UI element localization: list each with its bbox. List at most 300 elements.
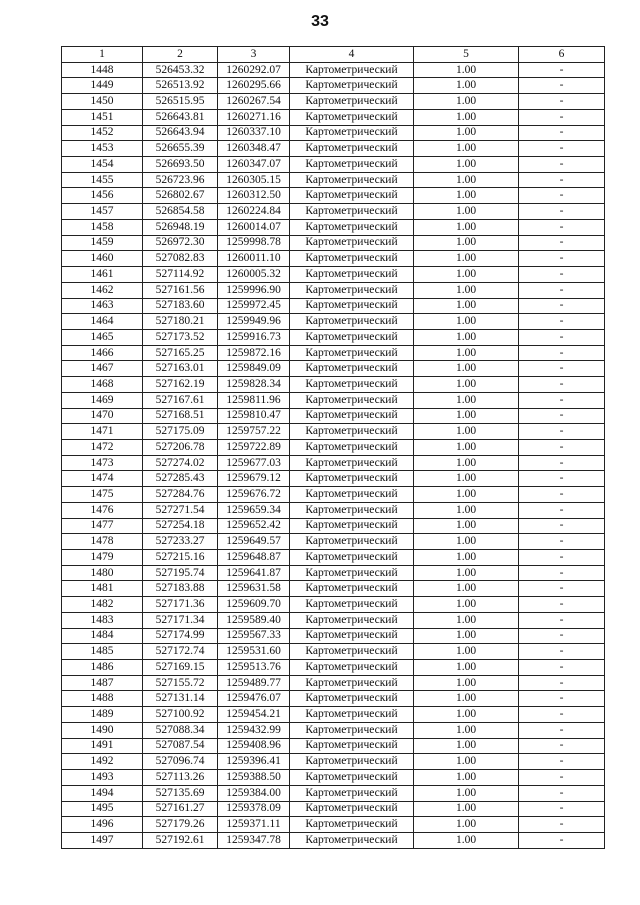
- x-coordinate-cell: 527171.36: [143, 597, 218, 613]
- method-cell: Картометрический: [290, 329, 414, 345]
- x-coordinate-cell: 527165.25: [143, 345, 218, 361]
- method-cell: Картометрический: [290, 361, 414, 377]
- table-row: [62, 377, 605, 393]
- point-number-cell: 1496: [62, 817, 143, 833]
- table-row: [62, 817, 605, 833]
- point-number-cell: 1470: [62, 408, 143, 424]
- method-cell: Картометрический: [290, 832, 414, 848]
- accuracy-cell: 1.00: [414, 770, 519, 786]
- accuracy-cell: 1.00: [414, 109, 519, 125]
- accuracy-cell: 1.00: [414, 298, 519, 314]
- note-cell: -: [519, 644, 605, 660]
- y-coordinate-cell: 1259396.41: [218, 754, 290, 770]
- note-cell: -: [519, 832, 605, 848]
- table-row: [62, 298, 605, 314]
- table-row: [62, 345, 605, 361]
- accuracy-cell: 1.00: [414, 408, 519, 424]
- y-coordinate-cell: 1259998.78: [218, 235, 290, 251]
- note-cell: -: [519, 770, 605, 786]
- y-coordinate-cell: 1259388.50: [218, 770, 290, 786]
- table-row: [62, 660, 605, 676]
- point-number-cell: 1448: [62, 62, 143, 78]
- method-cell: Картометрический: [290, 408, 414, 424]
- point-number-cell: 1495: [62, 801, 143, 817]
- accuracy-cell: 1.00: [414, 439, 519, 455]
- accuracy-cell: 1.00: [414, 675, 519, 691]
- point-number-cell: 1467: [62, 361, 143, 377]
- x-coordinate-cell: 526948.19: [143, 219, 218, 235]
- table-row: [62, 314, 605, 330]
- accuracy-cell: 1.00: [414, 581, 519, 597]
- table-row: [62, 612, 605, 628]
- x-coordinate-cell: 527174.99: [143, 628, 218, 644]
- note-cell: -: [519, 267, 605, 283]
- note-cell: -: [519, 141, 605, 157]
- y-coordinate-cell: 1259849.09: [218, 361, 290, 377]
- y-coordinate-cell: 1259378.09: [218, 801, 290, 817]
- y-coordinate-cell: 1259828.34: [218, 377, 290, 393]
- method-cell: Картометрический: [290, 770, 414, 786]
- note-cell: -: [519, 738, 605, 754]
- y-coordinate-cell: 1259609.70: [218, 597, 290, 613]
- table-row: [62, 565, 605, 581]
- x-coordinate-cell: 527215.16: [143, 550, 218, 566]
- note-cell: -: [519, 817, 605, 833]
- header-row: [62, 47, 605, 63]
- x-coordinate-cell: 526854.58: [143, 204, 218, 220]
- table-row: [62, 534, 605, 550]
- y-coordinate-cell: 1259567.33: [218, 628, 290, 644]
- point-number-cell: 1476: [62, 502, 143, 518]
- method-cell: Картометрический: [290, 550, 414, 566]
- point-number-cell: 1463: [62, 298, 143, 314]
- method-cell: Картометрический: [290, 644, 414, 660]
- x-coordinate-cell: 527100.92: [143, 707, 218, 723]
- accuracy-cell: 1.00: [414, 94, 519, 110]
- y-coordinate-cell: 1260312.50: [218, 188, 290, 204]
- method-cell: Картометрический: [290, 78, 414, 94]
- table-row: [62, 518, 605, 534]
- point-number-cell: 1488: [62, 691, 143, 707]
- note-cell: -: [519, 518, 605, 534]
- table-row: [62, 738, 605, 754]
- table-row: [62, 502, 605, 518]
- x-coordinate-cell: 527180.21: [143, 314, 218, 330]
- note-cell: -: [519, 597, 605, 613]
- y-coordinate-cell: 1259677.03: [218, 455, 290, 471]
- point-number-cell: 1490: [62, 722, 143, 738]
- y-coordinate-cell: 1260295.66: [218, 78, 290, 94]
- x-coordinate-cell: 527169.15: [143, 660, 218, 676]
- x-coordinate-cell: 527082.83: [143, 251, 218, 267]
- point-number-cell: 1457: [62, 204, 143, 220]
- accuracy-cell: 1.00: [414, 204, 519, 220]
- accuracy-cell: 1.00: [414, 282, 519, 298]
- x-coordinate-cell: 527172.74: [143, 644, 218, 660]
- y-coordinate-cell: 1259679.12: [218, 471, 290, 487]
- point-number-cell: 1458: [62, 219, 143, 235]
- y-coordinate-cell: 1259972.45: [218, 298, 290, 314]
- x-coordinate-cell: 527135.69: [143, 785, 218, 801]
- table-body: [62, 62, 605, 848]
- point-number-cell: 1471: [62, 424, 143, 440]
- table-row: [62, 691, 605, 707]
- table-row: [62, 471, 605, 487]
- y-coordinate-cell: 1259722.89: [218, 439, 290, 455]
- note-cell: -: [519, 550, 605, 566]
- note-cell: -: [519, 392, 605, 408]
- accuracy-cell: 1.00: [414, 455, 519, 471]
- y-coordinate-cell: 1259916.73: [218, 329, 290, 345]
- table-row: [62, 172, 605, 188]
- table-row: [62, 361, 605, 377]
- note-cell: -: [519, 487, 605, 503]
- x-coordinate-cell: 527167.61: [143, 392, 218, 408]
- method-cell: Картометрический: [290, 581, 414, 597]
- note-cell: -: [519, 345, 605, 361]
- x-coordinate-cell: 527113.26: [143, 770, 218, 786]
- point-number-cell: 1459: [62, 235, 143, 251]
- note-cell: -: [519, 172, 605, 188]
- y-coordinate-cell: 1260348.47: [218, 141, 290, 157]
- accuracy-cell: 1.00: [414, 235, 519, 251]
- accuracy-cell: 1.00: [414, 550, 519, 566]
- y-coordinate-cell: 1259454.21: [218, 707, 290, 723]
- method-cell: Картометрический: [290, 62, 414, 78]
- table-row: [62, 125, 605, 141]
- x-coordinate-cell: 527131.14: [143, 691, 218, 707]
- method-cell: Картометрический: [290, 188, 414, 204]
- note-cell: -: [519, 471, 605, 487]
- accuracy-cell: 1.00: [414, 785, 519, 801]
- method-cell: Картометрический: [290, 377, 414, 393]
- accuracy-cell: 1.00: [414, 345, 519, 361]
- note-cell: -: [519, 722, 605, 738]
- accuracy-cell: 1.00: [414, 62, 519, 78]
- method-cell: Картометрический: [290, 675, 414, 691]
- column-header-6: 6: [519, 47, 605, 63]
- y-coordinate-cell: 1259652.42: [218, 518, 290, 534]
- point-number-cell: 1462: [62, 282, 143, 298]
- point-number-cell: 1479: [62, 550, 143, 566]
- x-coordinate-cell: 527155.72: [143, 675, 218, 691]
- x-coordinate-cell: 527163.01: [143, 361, 218, 377]
- x-coordinate-cell: 527171.34: [143, 612, 218, 628]
- column-header-2: 2: [143, 47, 218, 63]
- accuracy-cell: 1.00: [414, 172, 519, 188]
- x-coordinate-cell: 527114.92: [143, 267, 218, 283]
- point-number-cell: 1466: [62, 345, 143, 361]
- accuracy-cell: 1.00: [414, 125, 519, 141]
- x-coordinate-cell: 526453.32: [143, 62, 218, 78]
- x-coordinate-cell: 527168.51: [143, 408, 218, 424]
- note-cell: -: [519, 455, 605, 471]
- point-number-cell: 1452: [62, 125, 143, 141]
- accuracy-cell: 1.00: [414, 377, 519, 393]
- table-header: [62, 47, 605, 63]
- point-number-cell: 1456: [62, 188, 143, 204]
- table-row: [62, 62, 605, 78]
- note-cell: -: [519, 157, 605, 173]
- point-number-cell: 1464: [62, 314, 143, 330]
- method-cell: Картометрический: [290, 817, 414, 833]
- y-coordinate-cell: 1259371.11: [218, 817, 290, 833]
- accuracy-cell: 1.00: [414, 487, 519, 503]
- x-coordinate-cell: 527206.78: [143, 439, 218, 455]
- method-cell: Картометрический: [290, 439, 414, 455]
- point-number-cell: 1469: [62, 392, 143, 408]
- point-number-cell: 1494: [62, 785, 143, 801]
- y-coordinate-cell: 1259757.22: [218, 424, 290, 440]
- y-coordinate-cell: 1260014.07: [218, 219, 290, 235]
- x-coordinate-cell: 527195.74: [143, 565, 218, 581]
- y-coordinate-cell: 1260337.10: [218, 125, 290, 141]
- note-cell: -: [519, 424, 605, 440]
- y-coordinate-cell: 1259384.00: [218, 785, 290, 801]
- point-number-cell: 1492: [62, 754, 143, 770]
- accuracy-cell: 1.00: [414, 188, 519, 204]
- table-row: [62, 455, 605, 471]
- y-coordinate-cell: 1260292.07: [218, 62, 290, 78]
- accuracy-cell: 1.00: [414, 157, 519, 173]
- note-cell: -: [519, 502, 605, 518]
- x-coordinate-cell: 526515.95: [143, 94, 218, 110]
- y-coordinate-cell: 1260224.84: [218, 204, 290, 220]
- accuracy-cell: 1.00: [414, 832, 519, 848]
- column-header-5: 5: [414, 47, 519, 63]
- table-row: [62, 392, 605, 408]
- method-cell: Картометрический: [290, 424, 414, 440]
- method-cell: Картометрический: [290, 738, 414, 754]
- x-coordinate-cell: 527161.27: [143, 801, 218, 817]
- table-row: [62, 754, 605, 770]
- y-coordinate-cell: 1259649.57: [218, 534, 290, 550]
- table-row: [62, 408, 605, 424]
- x-coordinate-cell: 527088.34: [143, 722, 218, 738]
- y-coordinate-cell: 1259811.96: [218, 392, 290, 408]
- table-row: [62, 424, 605, 440]
- table-row: [62, 707, 605, 723]
- method-cell: Картометрический: [290, 471, 414, 487]
- x-coordinate-cell: 527175.09: [143, 424, 218, 440]
- table-row: [62, 675, 605, 691]
- point-number-cell: 1497: [62, 832, 143, 848]
- accuracy-cell: 1.00: [414, 597, 519, 613]
- accuracy-cell: 1.00: [414, 754, 519, 770]
- column-header-3: 3: [218, 47, 290, 63]
- method-cell: Картометрический: [290, 660, 414, 676]
- x-coordinate-cell: 527161.56: [143, 282, 218, 298]
- accuracy-cell: 1.00: [414, 471, 519, 487]
- method-cell: Картометрический: [290, 172, 414, 188]
- accuracy-cell: 1.00: [414, 141, 519, 157]
- accuracy-cell: 1.00: [414, 612, 519, 628]
- table-row: [62, 141, 605, 157]
- x-coordinate-cell: 526693.50: [143, 157, 218, 173]
- x-coordinate-cell: 527285.43: [143, 471, 218, 487]
- point-number-cell: 1485: [62, 644, 143, 660]
- accuracy-cell: 1.00: [414, 628, 519, 644]
- x-coordinate-cell: 526972.30: [143, 235, 218, 251]
- method-cell: Картометрический: [290, 345, 414, 361]
- note-cell: -: [519, 439, 605, 455]
- method-cell: Картометрический: [290, 298, 414, 314]
- point-number-cell: 1493: [62, 770, 143, 786]
- accuracy-cell: 1.00: [414, 691, 519, 707]
- x-coordinate-cell: 527271.54: [143, 502, 218, 518]
- table-row: [62, 439, 605, 455]
- note-cell: -: [519, 361, 605, 377]
- note-cell: -: [519, 801, 605, 817]
- coordinates-table: [61, 46, 605, 849]
- table-row: [62, 78, 605, 94]
- table-row: [62, 550, 605, 566]
- point-number-cell: 1478: [62, 534, 143, 550]
- method-cell: Картометрический: [290, 235, 414, 251]
- x-coordinate-cell: 527274.02: [143, 455, 218, 471]
- table-row: [62, 109, 605, 125]
- accuracy-cell: 1.00: [414, 251, 519, 267]
- accuracy-cell: 1.00: [414, 817, 519, 833]
- note-cell: -: [519, 235, 605, 251]
- point-number-cell: 1465: [62, 329, 143, 345]
- note-cell: -: [519, 534, 605, 550]
- x-coordinate-cell: 527173.52: [143, 329, 218, 345]
- method-cell: Картометрический: [290, 219, 414, 235]
- accuracy-cell: 1.00: [414, 78, 519, 94]
- point-number-cell: 1472: [62, 439, 143, 455]
- note-cell: -: [519, 565, 605, 581]
- table-row: [62, 770, 605, 786]
- point-number-cell: 1491: [62, 738, 143, 754]
- note-cell: -: [519, 581, 605, 597]
- method-cell: Картометрический: [290, 94, 414, 110]
- y-coordinate-cell: 1259872.16: [218, 345, 290, 361]
- note-cell: -: [519, 707, 605, 723]
- method-cell: Картометрический: [290, 141, 414, 157]
- point-number-cell: 1468: [62, 377, 143, 393]
- y-coordinate-cell: 1259949.96: [218, 314, 290, 330]
- page-number: 33: [311, 13, 329, 30]
- x-coordinate-cell: 527284.76: [143, 487, 218, 503]
- method-cell: Картометрический: [290, 597, 414, 613]
- point-number-cell: 1475: [62, 487, 143, 503]
- table-row: [62, 282, 605, 298]
- table-row: [62, 487, 605, 503]
- accuracy-cell: 1.00: [414, 502, 519, 518]
- point-number-cell: 1460: [62, 251, 143, 267]
- accuracy-cell: 1.00: [414, 722, 519, 738]
- method-cell: Картометрический: [290, 801, 414, 817]
- y-coordinate-cell: 1259676.72: [218, 487, 290, 503]
- accuracy-cell: 1.00: [414, 518, 519, 534]
- y-coordinate-cell: 1260271.16: [218, 109, 290, 125]
- point-number-cell: 1482: [62, 597, 143, 613]
- note-cell: -: [519, 785, 605, 801]
- method-cell: Картометрический: [290, 628, 414, 644]
- method-cell: Картометрический: [290, 565, 414, 581]
- point-number-cell: 1487: [62, 675, 143, 691]
- note-cell: -: [519, 251, 605, 267]
- accuracy-cell: 1.00: [414, 534, 519, 550]
- accuracy-cell: 1.00: [414, 392, 519, 408]
- method-cell: Картометрический: [290, 785, 414, 801]
- method-cell: Картометрический: [290, 455, 414, 471]
- method-cell: Картометрический: [290, 754, 414, 770]
- table-row: [62, 581, 605, 597]
- x-coordinate-cell: 527162.19: [143, 377, 218, 393]
- table-row: [62, 157, 605, 173]
- point-number-cell: 1486: [62, 660, 143, 676]
- accuracy-cell: 1.00: [414, 329, 519, 345]
- x-coordinate-cell: 527087.54: [143, 738, 218, 754]
- y-coordinate-cell: 1259476.07: [218, 691, 290, 707]
- note-cell: -: [519, 204, 605, 220]
- point-number-cell: 1450: [62, 94, 143, 110]
- method-cell: Картометрический: [290, 534, 414, 550]
- x-coordinate-cell: 526802.67: [143, 188, 218, 204]
- point-number-cell: 1480: [62, 565, 143, 581]
- point-number-cell: 1454: [62, 157, 143, 173]
- method-cell: Картометрический: [290, 722, 414, 738]
- y-coordinate-cell: 1260347.07: [218, 157, 290, 173]
- y-coordinate-cell: 1259631.58: [218, 581, 290, 597]
- y-coordinate-cell: 1260011.10: [218, 251, 290, 267]
- table-row: [62, 267, 605, 283]
- x-coordinate-cell: 526643.94: [143, 125, 218, 141]
- column-header-1: 1: [62, 47, 143, 63]
- accuracy-cell: 1.00: [414, 565, 519, 581]
- x-coordinate-cell: 527192.61: [143, 832, 218, 848]
- note-cell: -: [519, 314, 605, 330]
- method-cell: Картометрический: [290, 392, 414, 408]
- note-cell: -: [519, 660, 605, 676]
- y-coordinate-cell: 1260005.32: [218, 267, 290, 283]
- table-row: [62, 204, 605, 220]
- method-cell: Картометрический: [290, 109, 414, 125]
- y-coordinate-cell: 1259347.78: [218, 832, 290, 848]
- point-number-cell: 1451: [62, 109, 143, 125]
- note-cell: -: [519, 691, 605, 707]
- x-coordinate-cell: 527254.18: [143, 518, 218, 534]
- y-coordinate-cell: 1259513.76: [218, 660, 290, 676]
- x-coordinate-cell: 526723.96: [143, 172, 218, 188]
- method-cell: Картометрический: [290, 251, 414, 267]
- method-cell: Картометрический: [290, 612, 414, 628]
- y-coordinate-cell: 1259996.90: [218, 282, 290, 298]
- accuracy-cell: 1.00: [414, 219, 519, 235]
- method-cell: Картометрический: [290, 502, 414, 518]
- y-coordinate-cell: 1259589.40: [218, 612, 290, 628]
- y-coordinate-cell: 1259432.99: [218, 722, 290, 738]
- table-row: [62, 832, 605, 848]
- table-row: [62, 801, 605, 817]
- method-cell: Картометрический: [290, 691, 414, 707]
- note-cell: -: [519, 628, 605, 644]
- point-number-cell: 1453: [62, 141, 143, 157]
- table-row: [62, 785, 605, 801]
- method-cell: Картометрический: [290, 125, 414, 141]
- note-cell: -: [519, 62, 605, 78]
- y-coordinate-cell: 1259408.96: [218, 738, 290, 754]
- note-cell: -: [519, 94, 605, 110]
- x-coordinate-cell: 526643.81: [143, 109, 218, 125]
- y-coordinate-cell: 1259641.87: [218, 565, 290, 581]
- method-cell: Картометрический: [290, 157, 414, 173]
- y-coordinate-cell: 1260305.15: [218, 172, 290, 188]
- table-row: [62, 722, 605, 738]
- method-cell: Картометрический: [290, 707, 414, 723]
